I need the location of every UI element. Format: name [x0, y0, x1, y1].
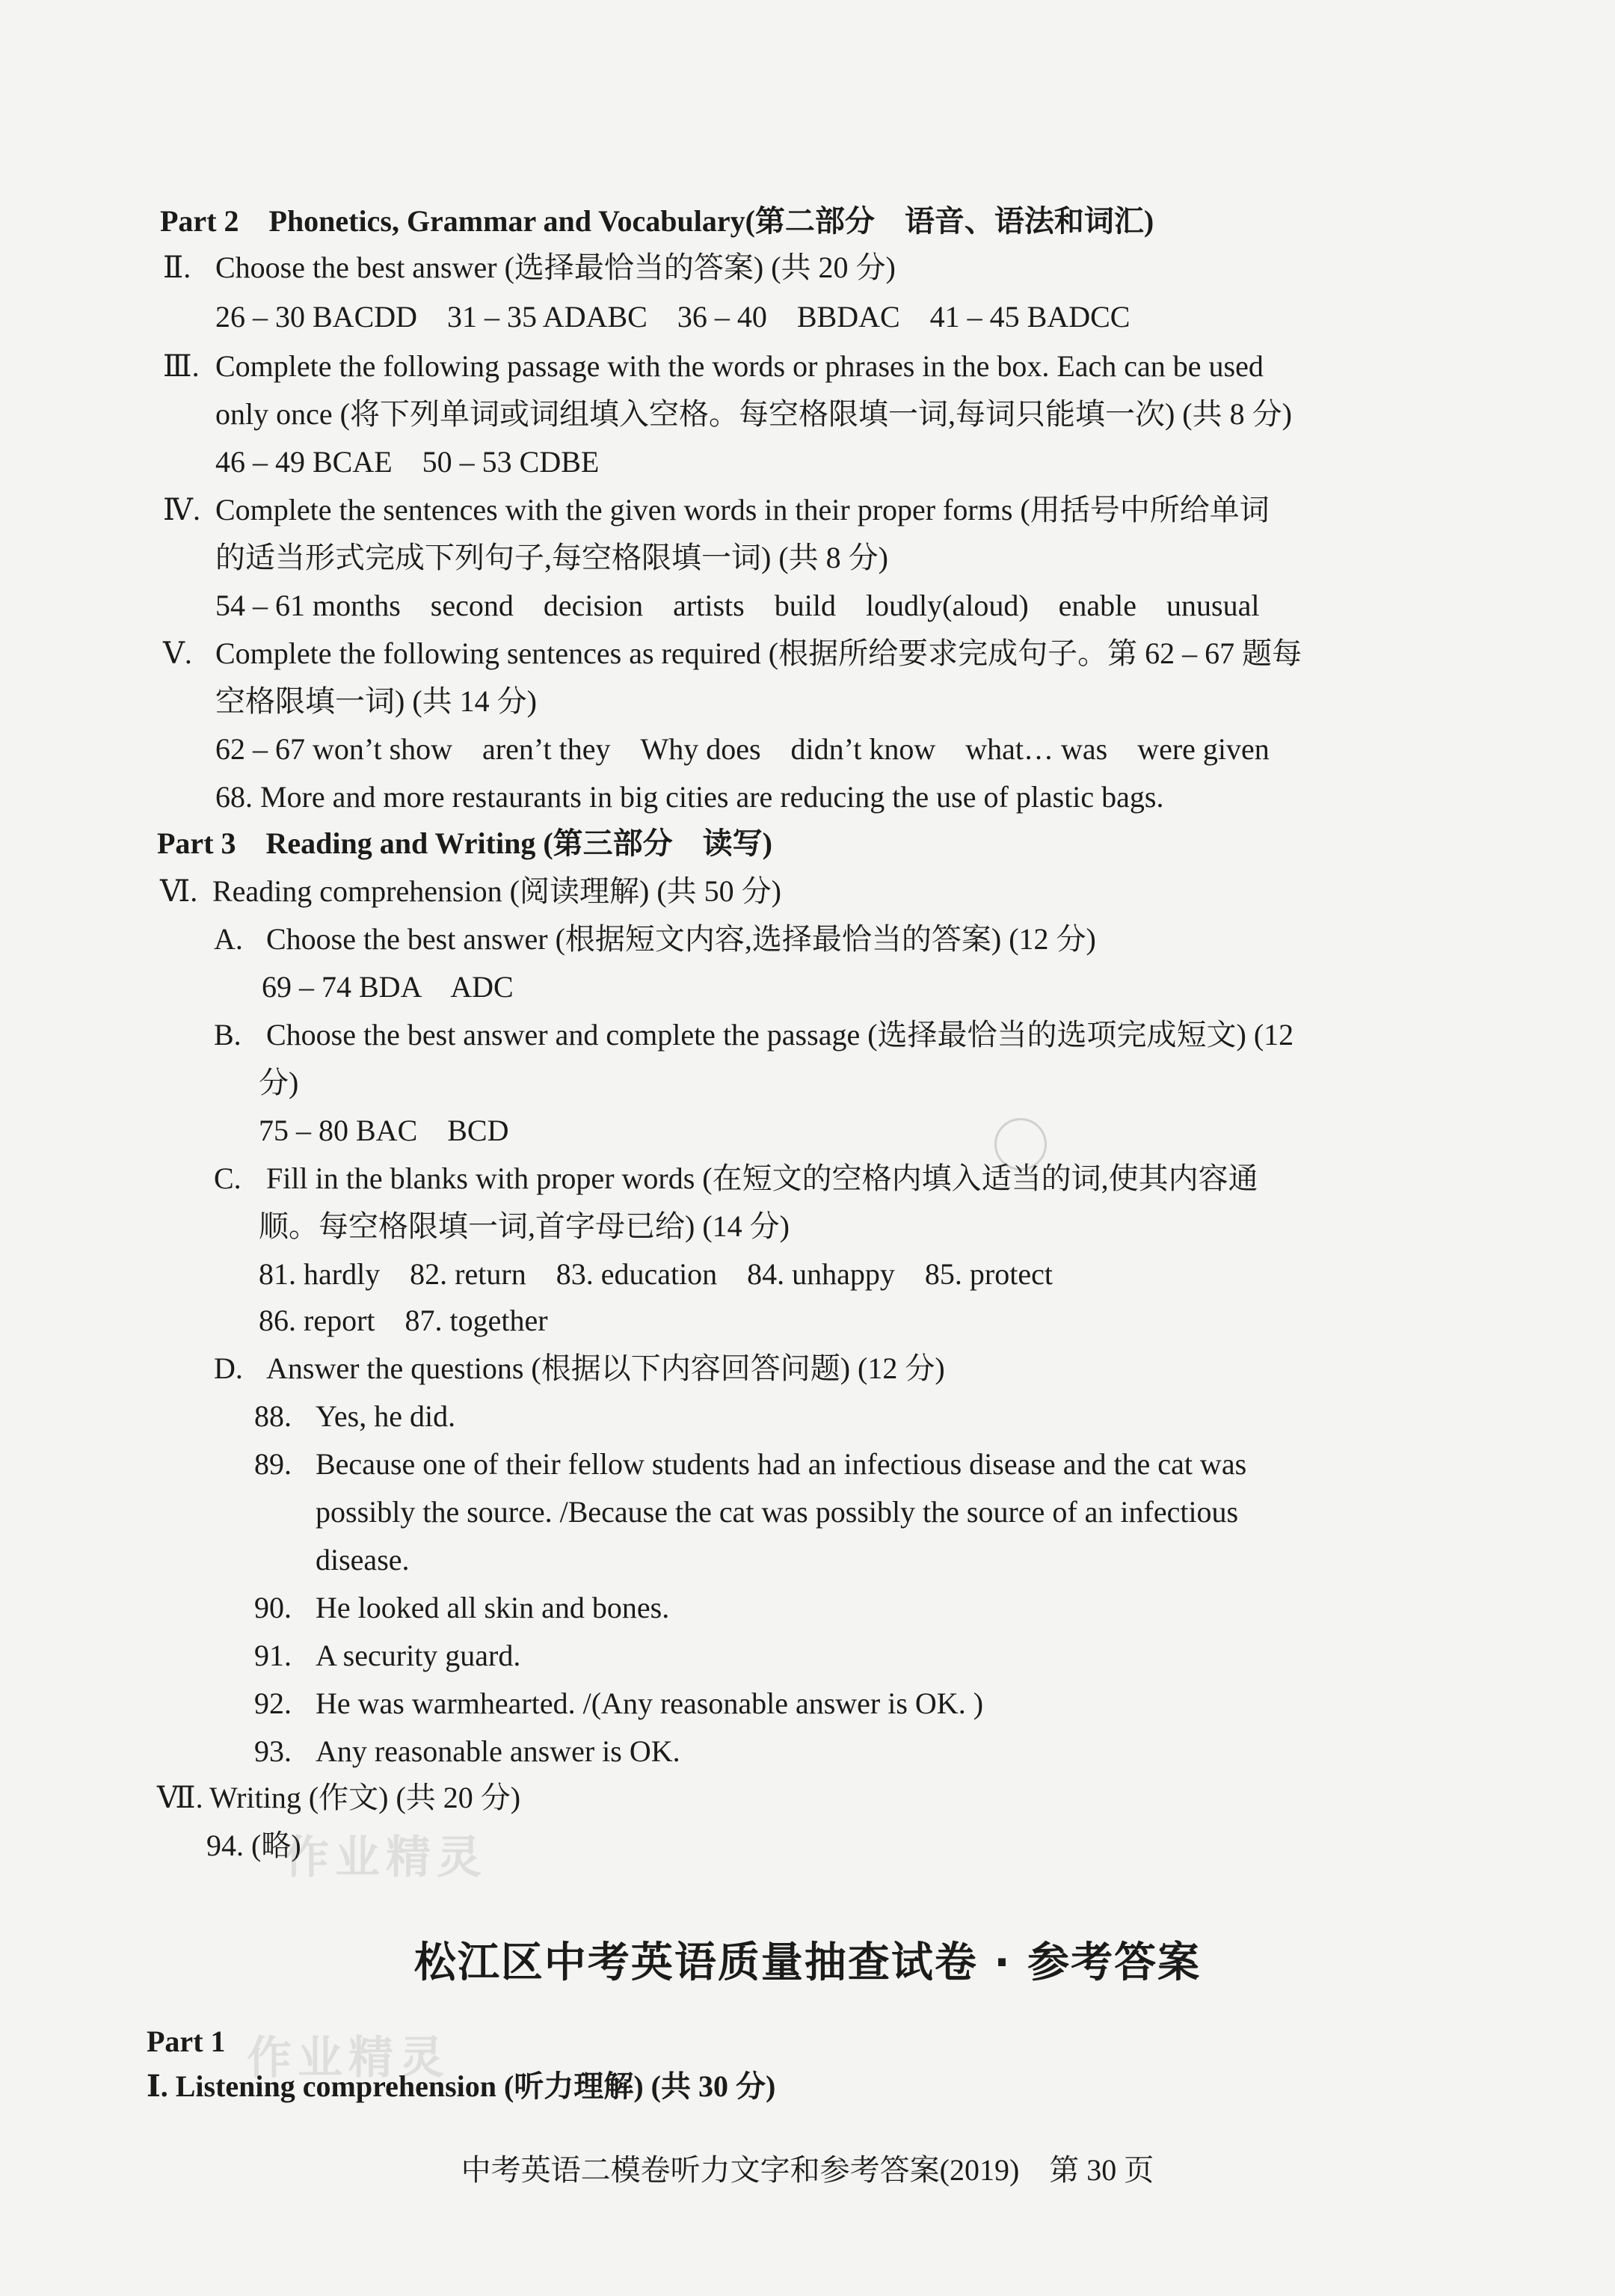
section-5-text-line1: Complete the following sentences as required (根据所给要求完成句子。第 62 – 67 题每 — [215, 636, 1302, 670]
section-6a-answers: 69 – 74 BDA ADC — [262, 970, 514, 1004]
question-92-answer: He was warmhearted. /(Any reasonable answer is OK. ) — [316, 1686, 984, 1720]
section-7-instruction — [157, 1777, 520, 1819]
section-6b-text-line2: 分) — [259, 1066, 299, 1099]
question-91-number: 91. — [254, 1639, 292, 1672]
question-88 — [254, 1396, 455, 1437]
section-3-text-line1: Complete the following passage with the words or phrases in the box. Each can be used — [215, 349, 1264, 383]
section-6d-text: Answer the questions (根据以下内容回答问题) (12 分) — [266, 1351, 945, 1385]
question-90-answer: He looked all skin and bones. — [316, 1591, 670, 1624]
section-6c-answers-row2: 86. report 87. together — [259, 1304, 548, 1337]
section-3-number: Ⅲ. — [163, 349, 200, 383]
section-6b-instruction — [214, 1014, 1293, 1056]
question-89 — [254, 1443, 1246, 1485]
section-3-instruction — [163, 346, 1264, 387]
question-89-answer-line2: possibly the source. /Because the cat was possibly the source of an infectious — [316, 1495, 1239, 1529]
section-5-answers: 62 – 67 won’t show aren’t they Why does didn’t know what… was were given — [215, 732, 1270, 766]
question-93-number: 93. — [254, 1734, 292, 1768]
section-4-instruction — [163, 489, 1270, 531]
watermark-lower: 作业精灵 — [247, 2032, 450, 2084]
section-6-text: Reading comprehension (阅读理解) (共 50 分) — [212, 874, 781, 908]
stamp-icon — [994, 1118, 1047, 1170]
section-6d-instruction — [214, 1348, 945, 1390]
section-6b-answers: 75 – 80 BAC BCD — [259, 1114, 509, 1147]
question-92-number: 92. — [254, 1686, 292, 1720]
question-89-answer-line3: disease. — [316, 1543, 410, 1577]
section-6c-text-line1: Fill in the blanks with proper words (在短文的空格内填入适当的词,使其内容通 — [266, 1161, 1258, 1195]
section-7-text: Writing (作文) (共 20 分) — [209, 1781, 521, 1814]
section-4-number: Ⅳ. — [163, 493, 200, 527]
section-5-number: Ⅴ. — [163, 636, 192, 670]
question-68-answer: 68. More and more restaurants in big cities are reducing the use of plastic bags. — [215, 780, 1164, 814]
question-93 — [254, 1731, 680, 1772]
question-91-answer: A security guard. — [316, 1639, 521, 1672]
listening-section-heading: Ⅰ. Listening comprehension (听力理解) (共 30 分) — [147, 2069, 776, 2103]
question-91 — [254, 1635, 520, 1677]
next-part1-heading: Part 1 — [147, 2025, 226, 2058]
section-6c-label: C. — [214, 1161, 242, 1195]
section-5-text-line2: 空格限填一词) (共 14 分) — [215, 684, 537, 718]
section-6a-instruction — [214, 918, 1096, 960]
section-6a-text: Choose the best answer (根据短文内容,选择最恰当的答案) (12 分) — [266, 922, 1096, 956]
question-88-answer: Yes, he did. — [316, 1399, 456, 1433]
question-88-number: 88. — [254, 1399, 292, 1433]
question-92 — [254, 1683, 983, 1725]
section-6c-text-line2: 顺。每空格限填一词,首字母已给) (14 分) — [259, 1209, 790, 1243]
section-6c-instruction — [214, 1158, 1258, 1200]
section-6c-answers-row1: 81. hardly 82. return 83. education 84. unhappy 85. protect — [259, 1257, 1053, 1291]
question-93-answer: Any reasonable answer is OK. — [316, 1734, 680, 1768]
answer-key-title: 松江区中考英语质量抽查试卷 · 参考答案 — [413, 1939, 1202, 1987]
section-7-number: Ⅶ. — [157, 1781, 203, 1814]
question-90-number: 90. — [254, 1591, 292, 1624]
section-2-instruction — [163, 247, 896, 289]
section-6b-text-line1: Choose the best answer and complete the passage (选择最恰当的选项完成短文) (12 — [266, 1018, 1294, 1052]
question-90 — [254, 1587, 669, 1629]
section-2-answers: 26 – 30 BACDD 31 – 35 ADABC 36 – 40 BBDAC 41 – 45 BADCC — [215, 300, 1130, 334]
section-3-text-line2: only once (将下列单词或词组填入空格。每空格限填一词,每词只能填一次) (共 8 分) — [215, 397, 1292, 431]
question-89-number: 89. — [254, 1447, 292, 1481]
section-4-text-line1: Complete the sentences with the given words in their proper forms (用括号中所给单词 — [215, 493, 1270, 527]
part3-heading: Part 3 Reading and Writing (第三部分 读写) — [157, 826, 772, 860]
section-6a-label: A. — [214, 922, 243, 956]
page-footer: 中考英语二模卷听力文字和参考答案(2019) 第 30 页 — [461, 2153, 1154, 2187]
question-94-answer: 94. (略) — [206, 1829, 301, 1862]
section-6-number: Ⅵ. — [160, 874, 198, 908]
section-6d-label: D. — [214, 1351, 243, 1385]
section-2-number: Ⅱ. — [163, 251, 191, 284]
section-4-text-line2: 的适当形式完成下列句子,每空格限填一词) (共 8 分) — [215, 541, 888, 574]
section-2-text: Choose the best answer (选择最恰当的答案) (共 20 分) — [215, 251, 896, 284]
section-3-answers: 46 – 49 BCAE 50 – 53 CDBE — [215, 445, 600, 479]
section-4-answers: 54 – 61 months second decision artists build loudly(aloud) enable unusual — [215, 589, 1260, 622]
section-6b-label: B. — [214, 1018, 242, 1052]
part2-heading: Part 2 Phonetics, Grammar and Vocabulary(第二部分 语音、语法和词汇) — [160, 204, 1154, 238]
watermark: 作业精灵 — [284, 1832, 487, 1884]
section-5-instruction — [163, 633, 1302, 675]
section-6-instruction — [160, 871, 781, 912]
question-89-answer-line1: Because one of their fellow students had an infectious disease and the cat was — [316, 1447, 1247, 1481]
